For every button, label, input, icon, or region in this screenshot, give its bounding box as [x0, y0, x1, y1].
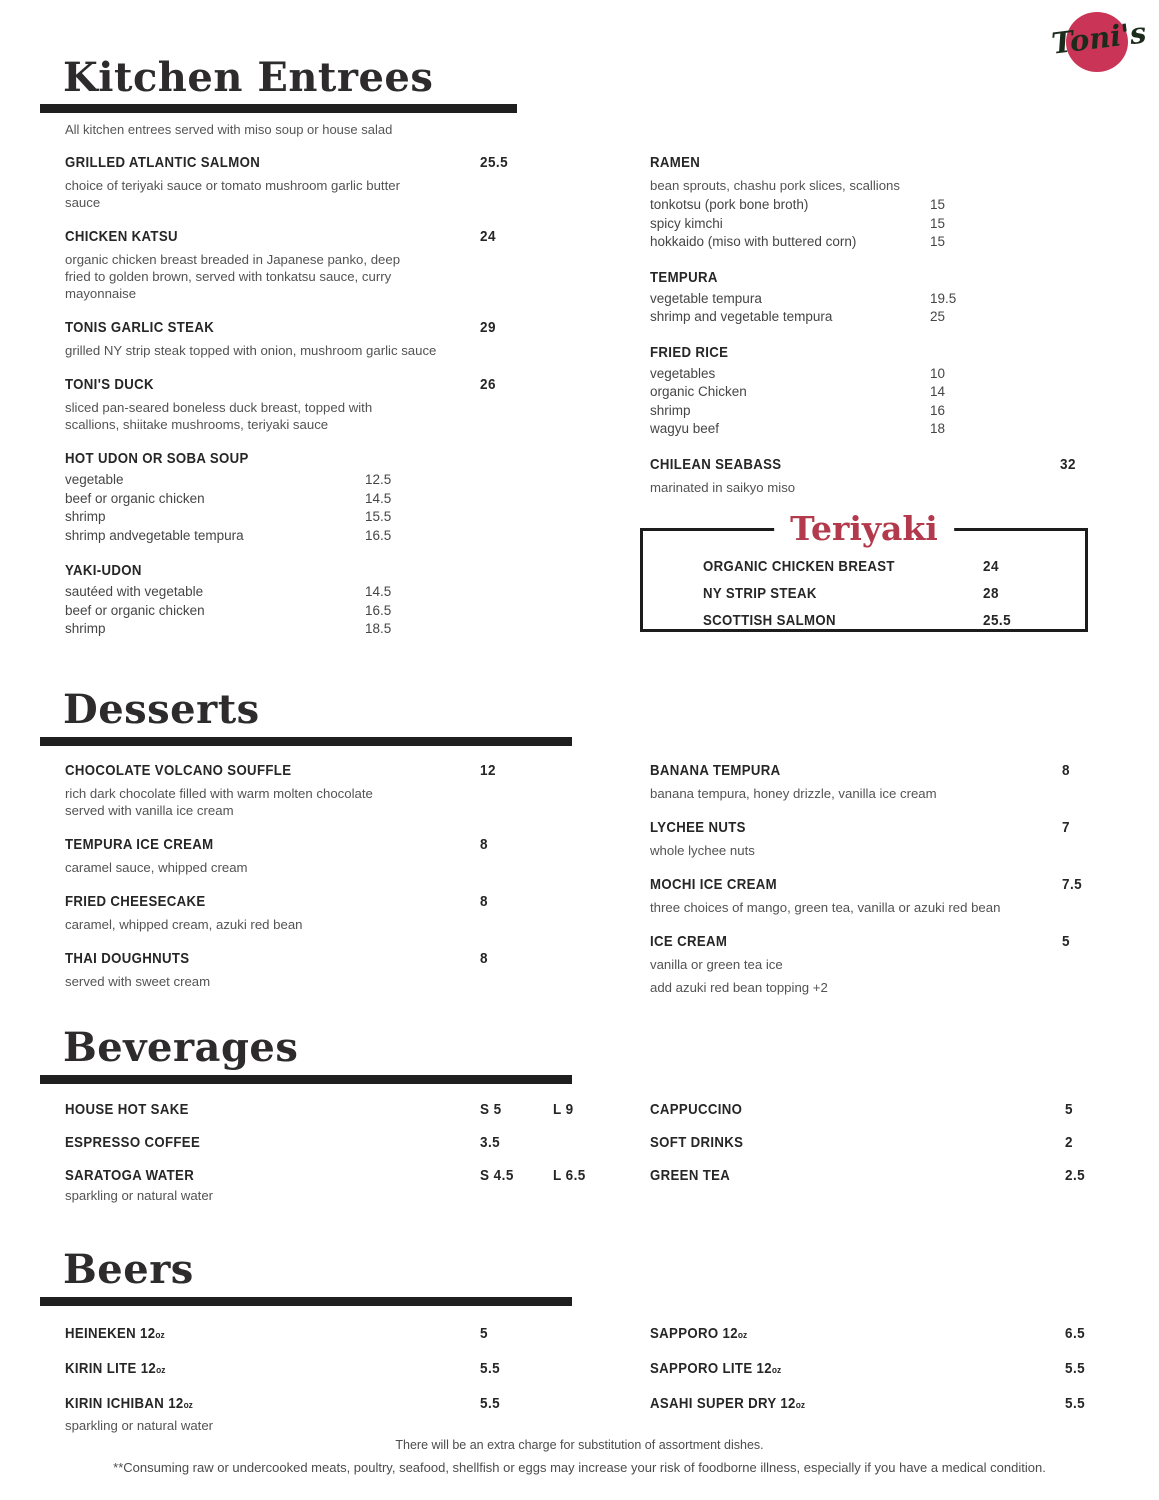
- oz-label: oz: [795, 1400, 806, 1411]
- section-title-beers: Beers: [63, 1246, 194, 1293]
- menu-item: [650, 1133, 1095, 1153]
- item-name: KIRIN LITE 12oz: [65, 1360, 166, 1377]
- item-price: 24: [480, 228, 496, 245]
- item-price-small: S 5: [480, 1101, 502, 1118]
- item-desc: sparkling or natural water: [65, 1418, 214, 1433]
- kitchen-note: All kitchen entrees served with miso soup or house salad: [65, 122, 393, 137]
- sub-item: wagyu beef 18: [650, 420, 1095, 439]
- item-name: ORGANIC CHICKEN BREAST: [703, 558, 895, 575]
- menu-item: [650, 818, 1095, 859]
- footer-note-consumer-warning: **Consuming raw or undercooked meats, poultry, seafood, shellfish or eggs may increase your risk of foodborne illness, especially if you have a medical condition.: [113, 1460, 1046, 1475]
- sub-item: vegetables 10: [650, 365, 1095, 384]
- item-price: 5: [1065, 1101, 1073, 1118]
- menu-item: [65, 1166, 586, 1204]
- item-name: SAPPORO LITE 12oz: [650, 1360, 782, 1377]
- sub-item-price: 16: [930, 402, 946, 418]
- item-desc: vanilla or green tea ice add azuki red bean topping +2: [650, 957, 828, 995]
- menu-item: [65, 949, 545, 990]
- menu-item: [65, 1359, 545, 1381]
- menu-item: [65, 892, 545, 933]
- item-name: NY STRIP STEAK: [703, 585, 817, 602]
- sub-item: sautéed with vegetable 14.5: [65, 583, 545, 602]
- sub-item-price: 16.5: [365, 527, 392, 543]
- sub-item: vegetable tempura 19.5: [650, 290, 1095, 309]
- item-name: TEMPURA: [650, 268, 718, 286]
- sub-item-price: 15: [930, 215, 946, 231]
- item-price: 5.5: [1065, 1360, 1086, 1377]
- beverages-left-column: [65, 1100, 586, 1220]
- item-desc: whole lychee nuts: [650, 843, 755, 858]
- menu-item: [65, 1133, 545, 1153]
- item-name: SAPPORO 12oz: [650, 1325, 748, 1342]
- item-desc: grilled NY strip steak topped with onion, mushroom garlic sauce: [65, 343, 437, 358]
- sub-item: shrimp 15.5: [65, 508, 545, 527]
- menu-item: [65, 449, 545, 545]
- item-desc: caramel sauce, whipped cream: [65, 860, 248, 875]
- item-price-large: L 9: [553, 1101, 574, 1118]
- sub-item: shrimp and vegetable tempura 25: [650, 308, 1095, 327]
- item-name: MOCHI ICE CREAM: [650, 876, 778, 893]
- item-name: ICE CREAM: [650, 933, 728, 950]
- item-price-small: S 4.5: [480, 1167, 514, 1184]
- item-price: 6.5: [1065, 1325, 1086, 1342]
- tonis-logo: [1046, 6, 1152, 80]
- item-name: HOUSE HOT SAKE: [65, 1101, 189, 1118]
- sub-item: beef or organic chicken 14.5: [65, 490, 545, 509]
- section-title-desserts: Desserts: [63, 686, 260, 733]
- sub-item-price: 14.5: [365, 584, 392, 599]
- item-name: CHICKEN KATSU: [65, 228, 178, 245]
- menu-item: [650, 455, 1095, 496]
- section-title-kitchen-entrees: Kitchen Entrees: [63, 54, 434, 101]
- sub-item-price: 25: [930, 309, 946, 324]
- item-desc: bean sprouts, chashu pork slices, scallions: [650, 178, 900, 193]
- item-name: GREEN TEA: [650, 1167, 731, 1184]
- item-price: 5.5: [480, 1395, 501, 1412]
- item-name: LYCHEE NUTS: [650, 819, 746, 836]
- menu-item: [643, 607, 1085, 634]
- menu-item: [650, 1359, 1095, 1381]
- item-price: 24: [983, 558, 999, 575]
- item-price: 8: [1062, 762, 1070, 779]
- menu-item: [65, 1394, 545, 1434]
- sub-item-price: 15.5: [365, 509, 392, 524]
- item-name: SARATOGA WATER: [65, 1167, 195, 1184]
- oz-label: oz: [156, 1365, 166, 1376]
- item-desc: caramel, whipped cream, azuki red bean: [65, 917, 303, 932]
- sub-item: beef or organic chicken 16.5: [65, 602, 545, 621]
- beverages-right-column: [650, 1100, 1095, 1202]
- menu-item: [65, 561, 545, 639]
- item-desc: three choices of mango, green tea, vanilla or azuki red bean: [650, 900, 1001, 915]
- menu-item: [65, 761, 545, 819]
- sub-item-price: 18: [930, 421, 946, 436]
- sub-item-price: 14: [930, 384, 946, 399]
- item-price: 25.5: [480, 154, 509, 171]
- oz-label: oz: [155, 1330, 165, 1341]
- item-desc: organic chicken breast breaded in Japanese panko, deep fried to golden brown, served with tonkatsu sauce, curry mayonnaise: [65, 252, 401, 301]
- item-price: 5.5: [1065, 1395, 1086, 1412]
- oz-label: oz: [771, 1365, 782, 1376]
- item-price: 32: [1060, 455, 1076, 473]
- desserts-left-column: [65, 761, 545, 1006]
- teriyaki-box: [640, 509, 1088, 632]
- footer-note-substitution: There will be an extra charge for substitution of assortment dishes.: [395, 1438, 764, 1452]
- logo-text: Toni's: [1049, 15, 1149, 61]
- section-divider: [40, 737, 572, 746]
- oz-label: oz: [737, 1330, 748, 1341]
- menu-item: [650, 761, 1095, 802]
- item-price: 5: [480, 1325, 488, 1342]
- oz-label: oz: [183, 1400, 193, 1411]
- item-name: CHOCOLATE VOLCANO SOUFFLE: [65, 762, 292, 779]
- item-price: 5: [1062, 933, 1070, 950]
- item-name: FRIED CHEESECAKE: [65, 893, 206, 910]
- item-name: FRIED RICE: [650, 343, 729, 361]
- menu-item: [650, 1166, 1095, 1186]
- item-name: TONIS GARLIC STEAK: [65, 319, 215, 336]
- menu-item: [650, 1394, 1095, 1416]
- item-desc: marinated in saikyo miso: [650, 479, 796, 495]
- menu-item: [650, 268, 1095, 327]
- section-divider: [40, 1297, 572, 1306]
- item-price: 25.5: [983, 612, 1012, 629]
- item-price: 8: [480, 836, 488, 853]
- kitchen-right-column: [650, 153, 1095, 512]
- item-desc: sparkling or natural water: [65, 1188, 214, 1203]
- item-price-large: L 6.5: [553, 1167, 586, 1184]
- menu-item: [65, 835, 545, 876]
- item-name: TONI'S DUCK: [65, 376, 154, 393]
- menu-item: [650, 153, 1095, 252]
- menu-item: [650, 1324, 1095, 1346]
- item-name: SOFT DRINKS: [650, 1134, 744, 1151]
- menu-item: [65, 1100, 574, 1120]
- item-name: HOT UDON OR SOBA SOUP: [65, 450, 249, 467]
- sub-item-price: 19.5: [930, 290, 957, 306]
- menu-item: [650, 875, 1095, 916]
- item-desc: rich dark chocolate filled with warm molten chocolate served with vanilla ice cream: [65, 786, 373, 818]
- item-desc: banana tempura, honey drizzle, vanilla ice cream: [650, 786, 937, 801]
- sub-item: vegetable 12.5: [65, 471, 545, 490]
- item-name: ESPRESSO COFFEE: [65, 1134, 201, 1151]
- menu-item: [643, 580, 1085, 607]
- menu-item: [650, 932, 1095, 996]
- sub-item: shrimp andvegetable tempura 16.5: [65, 527, 545, 546]
- menu-item: [643, 553, 1085, 580]
- kitchen-left-column: [65, 153, 545, 655]
- section-title-beverages: Beverages: [63, 1024, 299, 1071]
- sub-items: [650, 290, 1095, 327]
- sub-item-price: 16.5: [365, 602, 392, 618]
- item-price: 7: [1062, 819, 1070, 836]
- beers-left-column: [65, 1324, 545, 1450]
- sub-items: [65, 583, 545, 639]
- sub-item: spicy kimchi 15: [650, 215, 1095, 234]
- item-name: GRILLED ATLANTIC SALMON: [65, 154, 261, 171]
- teriyaki-title: Teriyaki: [774, 509, 954, 549]
- item-name: CHILEAN SEABASS: [650, 455, 782, 473]
- menu-item: [65, 318, 545, 359]
- item-price: 2: [1065, 1134, 1073, 1151]
- item-name: YAKI-UDON: [65, 562, 142, 579]
- item-price: 28: [983, 585, 999, 602]
- sub-item-price: 15: [930, 197, 946, 212]
- section-divider: [40, 104, 517, 113]
- sub-items: [65, 471, 545, 545]
- item-name: BANANA TEMPURA: [650, 762, 781, 779]
- sub-item-price: 14.5: [365, 490, 392, 506]
- item-price: 26: [480, 376, 496, 393]
- sub-item: tonkotsu (pork bone broth) 15: [650, 196, 1095, 215]
- item-price: 7.5: [1062, 876, 1083, 893]
- menu-item: [650, 343, 1095, 439]
- item-price: 5.5: [480, 1360, 501, 1377]
- item-name: ASAHI SUPER DRY 12oz: [650, 1395, 806, 1412]
- item-name: KIRIN ICHIBAN 12oz: [65, 1395, 193, 1412]
- item-desc: choice of teriyaki sauce or tomato mushroom garlic butter sauce: [65, 178, 400, 210]
- sub-items: [650, 196, 1095, 252]
- item-name: THAI DOUGHNUTS: [65, 950, 190, 967]
- item-price: 2.5: [1065, 1167, 1086, 1184]
- sub-item: hokkaido (miso with buttered corn) 15: [650, 233, 1095, 252]
- menu-item: [650, 1100, 1095, 1120]
- item-name: CAPPUCCINO: [650, 1101, 743, 1118]
- sub-items: [650, 365, 1095, 439]
- menu-item: [65, 1324, 545, 1346]
- item-price: 29: [480, 319, 496, 336]
- sub-item: shrimp 16: [650, 402, 1095, 421]
- sub-item-price: 10: [930, 365, 946, 381]
- item-price: 8: [480, 893, 488, 910]
- item-name: RAMEN: [650, 154, 701, 171]
- item-desc: sliced pan-seared boneless duck breast, topped with scallions, shiitake mushrooms, teriyaki sauce: [65, 400, 373, 432]
- section-divider: [40, 1075, 572, 1084]
- menu-item: [65, 375, 545, 433]
- beers-right-column: [650, 1324, 1095, 1432]
- sub-item-price: 12.5: [365, 472, 392, 487]
- menu-item: [65, 153, 545, 211]
- item-name: TEMPURA ICE CREAM: [65, 836, 214, 853]
- desserts-right-column: [650, 761, 1095, 1012]
- item-name: SCOTTISH SALMON: [703, 612, 836, 629]
- item-name: HEINEKEN 12oz: [65, 1325, 165, 1342]
- sub-item-price: 18.5: [365, 621, 392, 636]
- item-price: 12: [480, 762, 496, 779]
- sub-item: shrimp 18.5: [65, 620, 545, 639]
- menu-item: [65, 227, 545, 302]
- item-price: 3.5: [480, 1134, 501, 1151]
- item-price: 8: [480, 950, 488, 967]
- sub-item: organic Chicken 14: [650, 383, 1095, 402]
- item-desc: served with sweet cream: [65, 974, 211, 989]
- sub-item-price: 15: [930, 234, 946, 249]
